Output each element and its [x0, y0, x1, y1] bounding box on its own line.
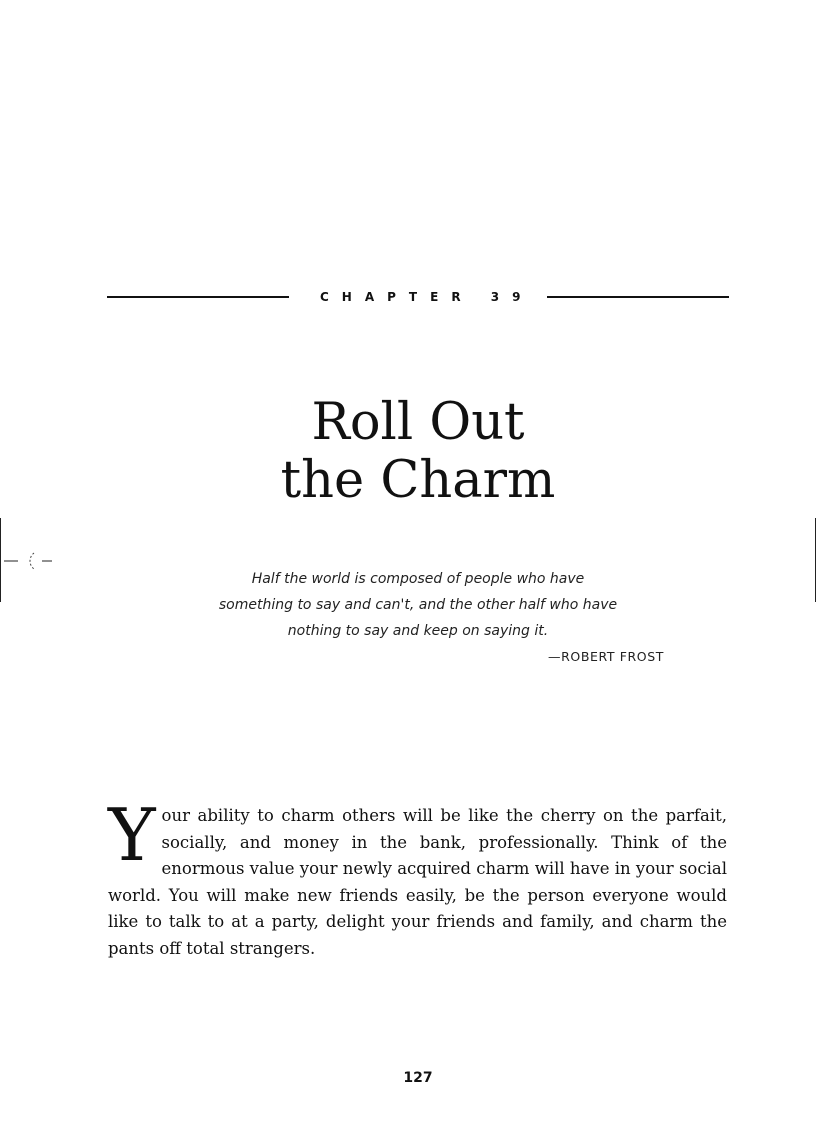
crop-mark-left: [0, 518, 1, 602]
registration-mark-icon: [4, 548, 56, 574]
epigraph-attribution: —ROBERT FROST: [548, 649, 664, 664]
page-number: 127: [403, 1070, 433, 1086]
chapter-title: [108, 394, 728, 510]
chapter-label: CHAPTER 39: [320, 290, 534, 304]
epigraph-line-1: Half the world is composed of people who have: [251, 571, 585, 587]
body-text: our ability to charm others will be like the cherry on the parfait, socially, and money in the bank, professionally. Think of the enormous value your newly acquired charm will have in your social world. You will make new friends easily, be the person everyone would like to talk to at a party, delight your friends and family, and charm the pants off total strangers.: [108, 806, 727, 958]
epigraph-line-2: something to say and can't, and the other half who have: [218, 597, 618, 613]
drop-cap: Y: [108, 793, 156, 877]
epigraph-line-3: nothing to say and keep on saying it.: [287, 623, 549, 639]
epigraph: [168, 566, 668, 644]
chapter-title-line-2: the Charm: [280, 451, 556, 510]
body-paragraph: [108, 793, 727, 962]
chapter-title-line-1: Roll Out: [311, 393, 525, 452]
chapter-heading: [107, 287, 729, 307]
chapter-rule-left: [107, 296, 289, 298]
chapter-rule-right: [547, 296, 729, 298]
